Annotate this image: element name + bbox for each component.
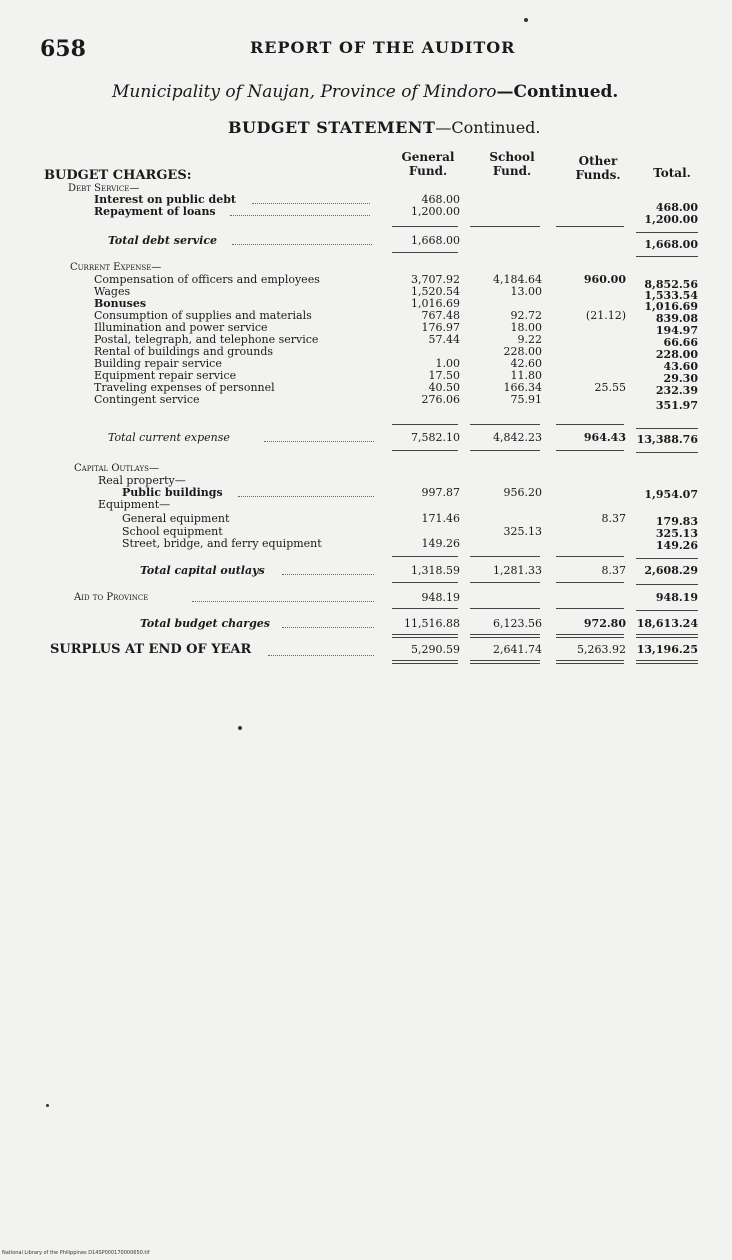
cell-general: 1,016.69	[411, 297, 460, 310]
cell-total: 948.19	[655, 591, 698, 604]
scan-speck	[524, 18, 528, 22]
section-real-property	[0, 475, 732, 487]
row-label: Traveling expenses of personnel	[94, 381, 275, 394]
section-equipment	[0, 499, 732, 511]
cell-general: 7,582.10	[411, 431, 460, 444]
section-label: Current Expense—	[70, 262, 162, 273]
rule	[470, 226, 540, 227]
cell-total: 194.97	[655, 324, 698, 337]
cell-total: 29.30	[663, 372, 698, 385]
row-label: Aid to Province	[74, 592, 149, 603]
cell-general: 1,520.54	[411, 285, 460, 298]
rule	[392, 226, 458, 227]
row-label: General equipment	[122, 512, 230, 525]
row-label: Public buildings	[122, 486, 223, 499]
cell-general: 5,290.59	[411, 643, 460, 656]
rule	[470, 450, 540, 451]
leader-dots	[232, 244, 372, 246]
statement-title	[228, 118, 541, 137]
cell-general: 17.50	[428, 369, 460, 382]
cell-school: 92.72	[510, 309, 542, 322]
cell-general: 11,516.88	[404, 617, 460, 630]
cell-school: 4,842.23	[493, 431, 542, 444]
table-row	[0, 538, 732, 550]
cell-general: 171.46	[421, 512, 460, 525]
row-label: Repayment of loans	[94, 205, 216, 218]
cell-total: 1,533.54	[644, 289, 698, 302]
col-header-school: School Fund.	[489, 150, 535, 178]
scan-speck	[238, 726, 242, 730]
rule	[636, 428, 698, 429]
rule	[556, 424, 624, 425]
rule	[470, 424, 540, 425]
cell-general: 767.48	[421, 309, 460, 322]
rule	[556, 637, 624, 638]
row-label: Equipment repair service	[94, 369, 237, 382]
cell-total: 325.13	[655, 527, 698, 540]
rule	[636, 637, 698, 638]
scan-speck	[46, 1104, 49, 1107]
leader-dots	[282, 627, 374, 629]
cell-school: 9.22	[517, 333, 542, 346]
cell-other: 25.55	[594, 381, 626, 394]
row-label: Total capital outlays	[140, 564, 265, 577]
rule	[392, 252, 458, 253]
leader-dots	[192, 601, 374, 603]
cell-other: 5,263.92	[577, 643, 626, 656]
cell-general: 1,200.00	[411, 205, 460, 218]
cell-other: 964.43	[583, 431, 626, 444]
cell-total: 13,388.76	[636, 433, 698, 446]
cell-school: 1,281.33	[493, 564, 542, 577]
leader-dots	[268, 655, 374, 657]
cell-school: 325.13	[503, 525, 542, 538]
cell-total: 18,613.24	[636, 617, 698, 630]
cell-total: 232.39	[655, 384, 698, 397]
cell-total: 351.97	[655, 399, 698, 412]
cell-general: 468.00	[421, 193, 460, 206]
row-label: Illumination and power service	[94, 321, 268, 334]
statement-continued: —Continued.	[435, 118, 541, 137]
col-header-total: Total.	[653, 166, 691, 180]
page-number: 658	[40, 36, 86, 62]
section-label: Capital Outlays—	[74, 463, 159, 474]
cell-general: 40.50	[428, 381, 460, 394]
row-label: Consumption of supplies and materials	[94, 309, 312, 322]
cell-school: 42.60	[510, 357, 542, 370]
row-label: Total budget charges	[140, 617, 270, 630]
cell-total: 1,668.00	[644, 238, 698, 251]
rule	[392, 556, 458, 557]
cell-total: 1,016.69	[644, 300, 698, 313]
table-row	[0, 393, 732, 412]
rule	[392, 450, 458, 451]
row-label: Postal, telegraph, and telephone service	[94, 333, 319, 346]
statement-title-text: BUDGET STATEMENT	[228, 118, 436, 137]
cell-school: 11.80	[510, 369, 542, 382]
rule	[636, 584, 698, 585]
rule	[470, 663, 540, 664]
rule	[556, 450, 624, 451]
cell-general: 1.00	[435, 357, 460, 370]
cell-general: 176.97	[421, 321, 460, 334]
rule	[392, 582, 458, 583]
row-label: Interest on public debt	[94, 193, 237, 206]
cell-general: 948.19	[421, 591, 460, 604]
rule	[636, 452, 698, 453]
section-label: BUDGET CHARGES:	[44, 168, 192, 183]
leader-dots	[252, 203, 370, 205]
subtitle	[112, 82, 618, 102]
cell-general: 3,707.92	[411, 273, 460, 286]
cell-total: 8,852.56	[644, 278, 698, 291]
rule	[556, 634, 624, 635]
rule	[392, 608, 458, 609]
cell-general: 149.26	[421, 537, 460, 550]
table-row	[0, 526, 732, 538]
rule	[470, 582, 540, 583]
rule	[636, 660, 698, 661]
row-label: Compensation of officers and employees	[94, 273, 320, 286]
rule	[636, 610, 698, 611]
row-label: Wages	[94, 285, 131, 298]
footer-caption: National Library of the Philippines D14SP000170000650.tif	[2, 1250, 150, 1256]
row-label: Total current expense	[108, 431, 230, 444]
row-label: School equipment	[122, 525, 223, 538]
cell-general: 57.44	[428, 333, 460, 346]
rule	[636, 634, 698, 635]
cell-school: 956.20	[503, 486, 542, 499]
row-label: Rental of buildings and grounds	[94, 345, 274, 358]
cell-school: 228.00	[503, 345, 542, 358]
rule	[470, 637, 540, 638]
rule	[556, 608, 624, 609]
cell-total: 179.83	[655, 515, 698, 528]
rule	[470, 608, 540, 609]
rule	[392, 663, 458, 664]
section-label: Debt Service—	[68, 183, 140, 194]
cell-other: 972.80	[583, 617, 626, 630]
section-label: Real property—	[98, 474, 186, 487]
rule	[392, 424, 458, 425]
section-label: Equipment—	[98, 498, 171, 511]
subtitle-continued: —Continued.	[496, 82, 619, 102]
cell-school: 2,641.74	[493, 643, 542, 656]
rule	[636, 232, 698, 233]
cell-total: 468.00	[655, 201, 698, 214]
rule	[470, 634, 540, 635]
cell-general: 997.87	[421, 486, 460, 499]
cell-school: 18.00	[510, 321, 542, 334]
row-label: Bonuses	[94, 297, 147, 310]
cell-general: 276.06	[421, 393, 460, 406]
rule	[636, 558, 698, 559]
row-label: Contingent service	[94, 393, 200, 406]
cell-other: 8.37	[601, 564, 626, 577]
cell-total: 228.00	[655, 348, 698, 361]
cell-total: 43.60	[663, 360, 698, 373]
cell-total: 66.66	[663, 336, 698, 349]
running-title: REPORT OF THE AUDITOR	[250, 38, 516, 57]
cell-general: 1,668.00	[411, 234, 460, 247]
rule	[470, 556, 540, 557]
cell-school: 166.34	[503, 381, 542, 394]
col-header-general: General Fund.	[401, 150, 455, 178]
table-row	[0, 512, 732, 528]
cell-school: 6,123.56	[493, 617, 542, 630]
leader-dots	[264, 441, 374, 443]
row-label: SURPLUS AT END OF YEAR	[50, 642, 252, 657]
cell-total: 1,954.07	[644, 488, 698, 501]
row-label: Street, bridge, and ferry equipment	[122, 537, 322, 550]
subtitle-text: Municipality of Naujan, Province of Mindoro	[112, 82, 497, 102]
rule	[556, 226, 624, 227]
leader-dots	[282, 574, 374, 576]
rule	[392, 660, 458, 661]
cell-other: 8.37	[601, 512, 626, 525]
rule	[556, 556, 624, 557]
rule	[556, 660, 624, 661]
rule	[392, 634, 458, 635]
row-label: Total debt service	[108, 234, 218, 247]
cell-general: 1,318.59	[411, 564, 460, 577]
cell-total: 13,196.25	[636, 643, 698, 656]
rule	[392, 637, 458, 638]
rule	[556, 663, 624, 664]
rule	[470, 660, 540, 661]
cell-total: 839.08	[655, 312, 698, 325]
cell-school: 75.91	[510, 393, 542, 406]
leader-dots	[238, 496, 374, 498]
cell-total: 149.26	[655, 539, 698, 552]
leader-dots	[230, 215, 370, 217]
cell-other: 960.00	[583, 273, 626, 286]
rule	[636, 256, 698, 257]
cell-school: 13.00	[510, 285, 542, 298]
row-label: Building repair service	[94, 357, 222, 370]
col-header-other: Other Funds.	[575, 154, 621, 182]
rule	[636, 663, 698, 664]
cell-total: 1,200.00	[644, 213, 698, 226]
section-budget-charges	[0, 170, 732, 184]
cell-other: (21.12)	[585, 309, 626, 322]
cell-total: 2,608.29	[644, 564, 698, 577]
rule	[556, 582, 624, 583]
cell-school: 4,184.64	[493, 273, 542, 286]
